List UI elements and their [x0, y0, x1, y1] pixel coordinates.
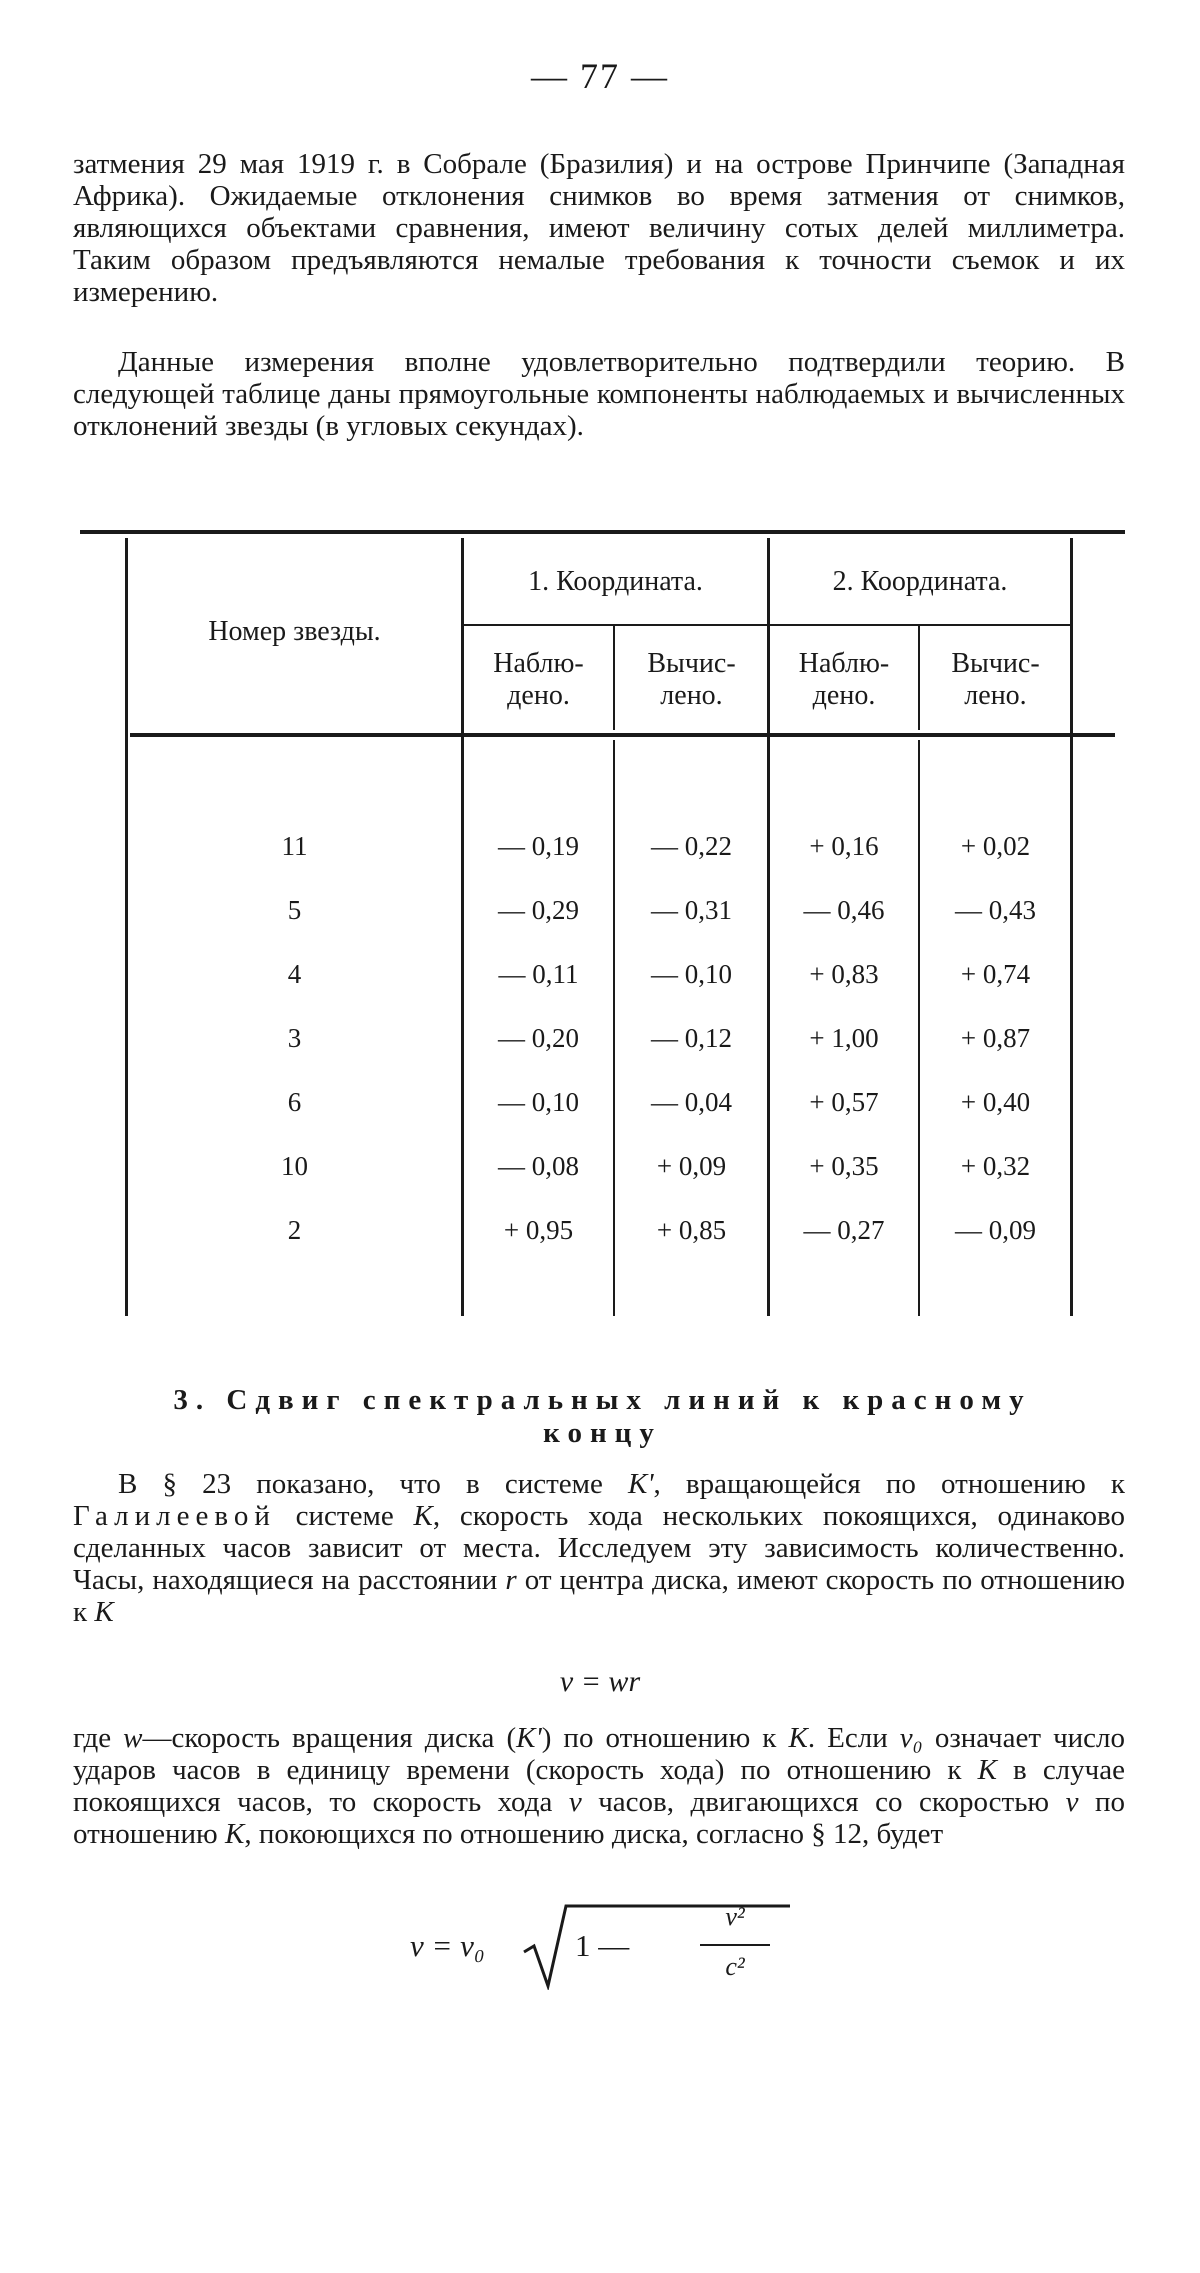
cell-c1-observed: — 0,19 [498, 831, 579, 861]
formula-one-minus: 1 — [575, 1928, 630, 1963]
formula-lhs: v = v₀ [410, 1928, 485, 1963]
p4-symbol-k-prime: K' [516, 1722, 542, 1754]
table-head-rule [130, 733, 1115, 737]
header-c2-calculated [921, 648, 1070, 712]
p4-symbol-k-3: K [977, 1754, 997, 1786]
table-vline-sub1 [613, 740, 615, 1316]
header-c2-observed-line1: Наблю- [798, 648, 890, 679]
cell-c1-observed: + 0,95 [503, 1215, 574, 1245]
p4-t4: . Если [807, 1722, 900, 1754]
paragraph-clock-rate [73, 1722, 1125, 1850]
p3-symbol-r: r [505, 1564, 517, 1596]
paragraph-measurement-text: Данные измерения вполне удовлетворительно подтвердили теорию. В следующей таблице даны прямоугольные компоненты наблюдаемых и вычисленных отклонений звезды (в угловых секундах). [73, 346, 1125, 442]
cell-star: 11 [281, 831, 308, 861]
p4-symbol-w: w [123, 1722, 143, 1754]
cell-c2-calculated: + 0,02 [960, 831, 1031, 861]
p3-symbol-k-prime: K' [627, 1468, 654, 1500]
p3-symbol-k-2: K [94, 1596, 114, 1628]
cell-c1-calculated: — 0,04 [651, 1087, 732, 1117]
p4-t7: часов, двигающихся со скоростью [581, 1786, 1066, 1818]
cell-c2-observed: — 0,27 [803, 1215, 885, 1245]
table-top-rule [80, 530, 1125, 534]
p4-t9: , покоющихся по отношению диска, согласно § 12, будет [244, 1818, 944, 1850]
cell-c1-observed: — 0,10 [498, 1087, 579, 1117]
p3-text-e: от центра диска, имеют скорость по отношению к [73, 1564, 1125, 1628]
cell-star: 3 [287, 1023, 302, 1053]
page-number: — 77 — [531, 56, 669, 96]
cell-c1-calculated: — 0,22 [651, 831, 732, 861]
cell-c2-calculated: + 0,40 [960, 1087, 1031, 1117]
cell-c1-observed: — 0,11 [498, 959, 579, 989]
cell-c2-observed: — 0,46 [803, 895, 885, 925]
formula-denominator: c² [725, 1952, 745, 1981]
p4-t6: в случае покоящихся часов, то скорость хода [73, 1754, 1125, 1818]
cell-star: 5 [287, 895, 302, 925]
p4-symbol-v: v [568, 1786, 582, 1818]
table-vline-sub2 [918, 740, 920, 1316]
cell-c2-calculated: + 0,74 [960, 959, 1031, 989]
p4-t2: —скорость вращения диска ( [142, 1722, 517, 1754]
p4-t5: означает число ударов часов в единицу времени (скорость хода) по отношению к [73, 1722, 1126, 1786]
cell-c1-observed: — 0,08 [498, 1151, 579, 1181]
p3-galileo: Галилеевой [73, 1500, 276, 1532]
p3-symbol-k: K [413, 1500, 433, 1532]
p4-symbol-v0: v₀ [899, 1722, 923, 1754]
cell-c1-calculated: + 0,09 [656, 1151, 727, 1181]
header-c1-calculated-line1: Вычис- [647, 648, 736, 679]
header-c1-calculated [616, 648, 767, 712]
cell-c2-observed: + 1,00 [809, 1023, 879, 1053]
p4-t8: по отношению [73, 1786, 1125, 1850]
cell-star: 10 [281, 1151, 308, 1181]
header-star-number: Номер звезды. [208, 616, 381, 647]
p3-text-b: , вращающейся по отношению к [653, 1468, 1125, 1500]
cell-c2-observed: + 0,35 [809, 1151, 879, 1181]
header-coordinate-2: 2. Координата. [832, 566, 1008, 597]
header-c2-observed-line2: дено. [812, 680, 876, 711]
cell-star: 4 [287, 959, 302, 989]
header-c1-observed [464, 648, 613, 712]
cell-c2-observed: + 0,16 [809, 831, 879, 861]
section-title-line1: 3. Сдвиг спектральных линий к красному [173, 1384, 1032, 1416]
cell-star: 6 [287, 1087, 302, 1117]
p4-t1: где [73, 1722, 124, 1754]
paragraph-rotating-system [73, 1468, 1125, 1628]
paragraph-measurement [73, 346, 1125, 442]
formula-velocity: v = wr [559, 1665, 641, 1698]
table-vline-sub2-head [918, 625, 920, 730]
header-c2-calculated-line1: Вычис- [951, 648, 1040, 679]
cell-c2-observed: + 0,57 [809, 1087, 879, 1117]
table-vline-sub1-head [613, 625, 615, 730]
p3-text-c: системе [275, 1500, 414, 1532]
cell-c2-calculated: + 0,87 [960, 1023, 1031, 1053]
p3-text-a: В § 23 показано, что в системе [118, 1468, 628, 1500]
header-c2-calculated-line2: лено. [964, 680, 1027, 711]
header-c1-observed-line2: дено. [507, 680, 570, 711]
section-title [80, 1384, 1125, 1450]
cell-c1-observed: — 0,29 [498, 895, 579, 925]
table-group-rule [463, 624, 1071, 626]
cell-c1-calculated: — 0,31 [651, 895, 732, 925]
p4-t3: ) по отношению к [541, 1722, 789, 1754]
cell-c2-calculated: — 0,43 [955, 895, 1036, 925]
cell-star: 2 [287, 1215, 302, 1245]
formula-time-dilation [400, 1900, 820, 1990]
paragraph-eclipse: затмения 29 мая 1919 г. в Собрале (Бразилия) и на острове Принчипе (Западная Африка). Ожидаемые отклонения снимков во время затмения от снимков, являющихся объектами сравнения, имеют величину сотых делей миллиметра. Таким образом предъявляются немалые требования к точности съемок и их измерению. [73, 148, 1125, 308]
table-vline-right [1070, 538, 1073, 1316]
p4-symbol-k-4: K [224, 1818, 245, 1850]
p4-symbol-k: K [788, 1722, 808, 1754]
p4-symbol-v-2: v [1065, 1786, 1079, 1818]
cell-c2-calculated: + 0,32 [960, 1151, 1031, 1181]
cell-c1-calculated: — 0,12 [651, 1023, 732, 1053]
header-c1-observed-line1: Наблю- [493, 648, 584, 679]
table-vline-left [125, 538, 128, 1316]
header-c2-observed [770, 648, 918, 712]
cell-c2-observed: + 0,83 [809, 959, 879, 989]
formula-numerator: v² [725, 1902, 745, 1931]
section-title-line2: концу [543, 1417, 662, 1449]
cell-c1-calculated: + 0,85 [656, 1215, 727, 1245]
header-c1-calculated-line2: лено. [660, 680, 723, 711]
cell-c1-observed: — 0,20 [498, 1023, 579, 1053]
deflection-table [80, 530, 1125, 1316]
cell-c2-calculated: — 0,09 [955, 1215, 1036, 1245]
p3-text-d: , скорость хода нескольких покоящихся, одинаково сделанных часов зависит от места. Исследуем эту зависимость количественно. Часы, находящиеся на расстоянии [73, 1500, 1125, 1596]
fraction-bar [700, 1944, 770, 1946]
header-coordinate-1: 1. Координата. [528, 566, 703, 597]
cell-c1-calculated: — 0,10 [651, 959, 732, 989]
